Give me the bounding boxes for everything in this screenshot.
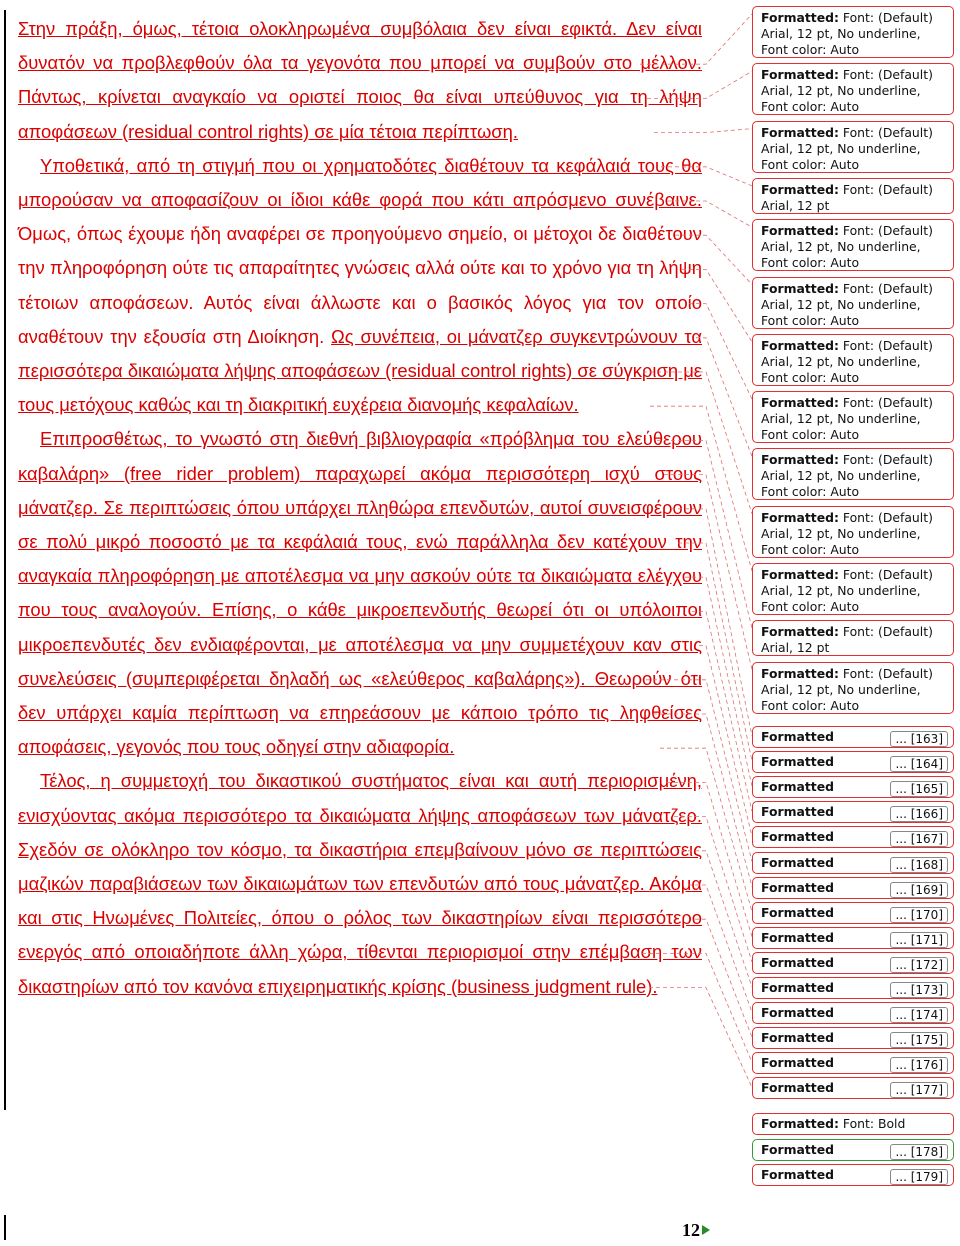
text-run: Αυτός είναι άλλωστε και ο βασικός λόγος για τον οποίο αναθέτουν την εξουσία στη Διοίκηση. bbox=[18, 291, 702, 347]
inserted-text: Σε περιπτώσεις όπου υπάρχει πληθώρα επενδυτών, αυτοί συνεισφέρουν σε πολύ μικρό ποσοστό με τα κεφάλαιά τους, ενώ παράλληλα δεν κατέχουν την αναγκαία πληροφόρηση με αποτέλεσμα να μην ασκούν ούτε τα δικαιώματα ελέγχου που τους αναλογούν. bbox=[18, 496, 702, 621]
comment-label: Formatted: bbox=[761, 395, 839, 411]
format-comment[interactable] bbox=[752, 63, 954, 115]
inserted-text: Τέλος, η συμμετοχή του δικαστικού συστήματος είναι και αυτή περιορισμένη, ενισχύοντας ακόμα περισσότερο τα δικαιώματα λήψης αποφάσεων των μάνατζερ. bbox=[18, 770, 702, 826]
format-comment-collapsed[interactable] bbox=[752, 1027, 954, 1049]
comment-label: Formatted bbox=[761, 829, 834, 845]
comment-ref-link[interactable]: ... [171] bbox=[890, 932, 948, 948]
format-comment-collapsed[interactable] bbox=[752, 952, 954, 974]
comment-detail: Font: (Default) Arial, 12 pt, No underline, Font color: Auto bbox=[761, 665, 933, 713]
format-comment-collapsed[interactable] bbox=[752, 801, 954, 823]
paragraph bbox=[18, 149, 702, 423]
format-comment-collapsed[interactable] bbox=[752, 751, 954, 773]
format-comment-collapsed[interactable] bbox=[752, 877, 954, 899]
format-comment[interactable] bbox=[752, 277, 954, 329]
format-comment-collapsed[interactable] bbox=[752, 1139, 954, 1161]
format-comment-collapsed[interactable] bbox=[752, 826, 954, 848]
comment-label: Formatted bbox=[761, 1142, 834, 1157]
format-comment-collapsed[interactable] bbox=[752, 1164, 954, 1186]
comment-label: Formatted: bbox=[761, 124, 839, 140]
comment-ref-link[interactable]: ... [174] bbox=[890, 1007, 948, 1023]
comment-label: Formatted bbox=[761, 929, 834, 945]
comment-ref-link[interactable]: ... [179] bbox=[890, 1169, 948, 1185]
comment-detail: Font: (Default) Arial, 12 pt, No underline, Font color: Auto bbox=[761, 452, 933, 500]
comment-label: Formatted bbox=[761, 729, 834, 744]
comment-detail: Font: (Default) Arial, 12 pt, No underline, Font color: Auto bbox=[761, 280, 933, 328]
comment-label: Formatted: bbox=[761, 337, 839, 353]
comment-label: Formatted: bbox=[761, 567, 839, 582]
comment-ref-link[interactable]: ... [178] bbox=[890, 1144, 948, 1160]
format-comment-collapsed[interactable] bbox=[752, 726, 954, 748]
comment-ref-link[interactable]: ... [170] bbox=[890, 907, 948, 923]
comment-detail: Font: (Default) Arial, 12 pt, No underline, Font color: Auto bbox=[761, 395, 933, 443]
format-comment[interactable] bbox=[752, 334, 954, 386]
format-comment-collapsed[interactable] bbox=[752, 1002, 954, 1024]
format-comment[interactable] bbox=[752, 6, 954, 58]
comment-label: Formatted bbox=[761, 779, 834, 795]
comment-label: Formatted: bbox=[761, 665, 839, 681]
change-bar bbox=[4, 1215, 6, 1240]
format-comment-collapsed[interactable] bbox=[752, 1077, 954, 1099]
format-comment[interactable] bbox=[752, 620, 954, 656]
comment-label: Formatted bbox=[761, 980, 834, 995]
comment-label: Formatted bbox=[761, 854, 834, 870]
comment-label: Formatted bbox=[761, 1080, 834, 1096]
comment-detail: Font: (Default) Arial, 12 pt, No underline, Font color: Auto bbox=[761, 337, 933, 385]
format-comment-collapsed[interactable] bbox=[752, 977, 954, 999]
format-comment[interactable] bbox=[752, 391, 954, 443]
format-comment-collapsed[interactable] bbox=[752, 927, 954, 949]
comment-detail: Font: (Default) Arial, 12 pt bbox=[761, 181, 933, 213]
inserted-text: Θεωρούν ότι δεν υπάρχει καμία περίπτωση να επηρεάσουν με κάποιο τρόπο τις ληφθείσες αποφάσεις, γεγονός που τους οδηγεί στην αδιαφορία. bbox=[18, 667, 702, 758]
format-comment[interactable] bbox=[752, 1113, 954, 1135]
comment-ref-link[interactable]: ... [172] bbox=[890, 957, 948, 973]
paragraph bbox=[18, 422, 702, 764]
comment-detail: Font: (Default) Arial, 12 pt, No underline, Font color: Auto bbox=[761, 509, 933, 557]
comment-label: Formatted: bbox=[761, 1116, 839, 1131]
comment-label: Formatted bbox=[761, 1005, 834, 1021]
inserted-text: Σχεδόν σε ολόκληρο τον κόσμο, τα δικαστήρια επεμβαίνουν μόνο σε περιπτώσεις μαζικών παραβιάσεων των δικαιωμάτων των επενδυτών από τους μάνατζερ. bbox=[18, 838, 702, 895]
comment-label: Formatted: bbox=[761, 280, 839, 296]
format-comment[interactable] bbox=[752, 121, 954, 173]
inserted-text: Επιπροσθέτως, το γνωστό στη διεθνή βιβλιογραφία «πρόβλημα του ελεύθερου καβαλάρη» (free rider problem) παραχωρεί ακόμα περισσότερη ισχύ στους μάνατζερ. bbox=[18, 428, 702, 518]
inserted-text: Στην πράξη, όμως, τέτοια ολοκληρωμένα συμβόλαια δεν είναι εφικτά. Δεν είναι δυνατόν να προβλεφθούν όλα τα γεγονότα που μπορεί να συμβούν στο μέλλον. Πάντως, κρίνεται αναγκαίο να οριστεί ποιος θα είναι υπεύθυνος για τη λήψη αποφάσεων (residual control rights) σε μία τέτοια περίπτωση. bbox=[18, 18, 702, 142]
comment-label: Formatted bbox=[761, 904, 834, 920]
comment-ref-link[interactable]: ... [166] bbox=[890, 806, 948, 822]
inserted-text: Ως συνέπεια, οι μάνατζερ συγκεντρώνουν τα περισσότερα δικαιώματα λήψης αποφάσεων (residual control rights) σε σύγκριση με τους μετόχους καθώς και τη διακριτική ευχέρεια διανομής κεφαλαίων. bbox=[18, 325, 702, 416]
document-body[interactable] bbox=[18, 12, 702, 1004]
format-comment[interactable] bbox=[752, 219, 954, 271]
comment-label: Formatted: bbox=[761, 181, 839, 197]
leader-line bbox=[696, 338, 752, 457]
comment-label: Formatted: bbox=[761, 10, 839, 25]
leader-line bbox=[699, 646, 752, 837]
comment-detail: Font: Bold bbox=[842, 1116, 906, 1131]
comment-label: Formatted bbox=[761, 1055, 834, 1071]
comment-ref-link[interactable]: ... [168] bbox=[890, 857, 948, 873]
comment-label: Formatted bbox=[761, 1030, 834, 1046]
text-run: Όμως, όπως έχουμε ήδη αναφέρει σε προηγούμενο σημείο, οι μέτοχοι δε διαθέτουν την πληροφόρηση ούτε τις απαραίτητες γνώσεις αλλά ούτε και το χρόνο για τη λήψη τέτοιων αποφάσεων. bbox=[18, 223, 702, 313]
comment-ref-link[interactable]: ... [176] bbox=[890, 1057, 948, 1073]
comment-detail: Font: (Default) Arial, 12 pt, No underline, Font color: Auto bbox=[761, 67, 933, 115]
format-comment-collapsed[interactable] bbox=[752, 776, 954, 798]
page-number: 12 bbox=[682, 1220, 700, 1240]
comment-label: Formatted: bbox=[761, 452, 839, 468]
comment-ref-link[interactable]: ... [173] bbox=[890, 982, 948, 998]
comment-ref-link[interactable]: ... [177] bbox=[890, 1082, 948, 1098]
format-comment-collapsed[interactable] bbox=[752, 902, 954, 924]
format-comment-collapsed[interactable] bbox=[752, 852, 954, 874]
format-comment[interactable] bbox=[752, 662, 954, 714]
comment-detail: Font: (Default) Arial, 12 pt, No underline, Font color: Auto bbox=[761, 567, 933, 614]
comment-ref-link[interactable]: ... [175] bbox=[890, 1032, 948, 1048]
inserted-text: Επίσης, ο κάθε μικροεπενδυτής θεωρεί ότι οι υπόλοιποι μικροεπενδυτές δεν ενδιαφέρονται, με αποτέλεσμα να μην συμμετέχουν καν στις συνελεύσεις (συμπεριφέρεται δηλαδή ως «ελεύθερος καβαλάρης»). bbox=[18, 599, 702, 689]
page-marker-icon bbox=[702, 1225, 710, 1235]
comment-label: Formatted bbox=[761, 954, 834, 970]
comment-ref-link[interactable]: ... [164] bbox=[890, 756, 948, 772]
comment-label: Formatted: bbox=[761, 509, 839, 525]
comment-label: Formatted bbox=[761, 804, 834, 820]
comment-ref-link[interactable]: ... [165] bbox=[890, 781, 948, 797]
comment-label: Formatted: bbox=[761, 67, 839, 83]
leader-line bbox=[695, 919, 752, 1037]
format-comment[interactable] bbox=[752, 563, 954, 615]
format-comment[interactable] bbox=[752, 178, 954, 214]
inserted-text: Υποθετικά, από τη στιγμή που οι χρηματοδότες διαθέτουν τα κεφάλαιά τους θα μπορούσαν να αποφασίζουν οι ίδιοι κάθε φορά που κάτι απρόσμενο συνέβαινε. bbox=[18, 154, 702, 211]
format-comment[interactable] bbox=[752, 506, 954, 558]
comment-detail: Font: (Default) Arial, 12 pt, No underline, Font color: Auto bbox=[761, 10, 933, 57]
comment-label: Formatted: bbox=[761, 624, 839, 640]
format-comment[interactable] bbox=[752, 448, 954, 500]
change-bar bbox=[4, 10, 6, 1110]
paragraph bbox=[18, 764, 702, 1003]
comment-detail: Font: (Default) Arial, 12 pt bbox=[761, 624, 933, 656]
comment-detail: Font: (Default) Arial, 12 pt, No underline, Font color: Auto bbox=[761, 124, 933, 172]
comment-label: Formatted: bbox=[761, 223, 839, 239]
inserted-text: Ακόμα και στις Ηνωμένες Πολιτείες, όπου ο ρόλος των δικαστηρίων είναι περισσότερο ενεργός από οποιαδήποτε άλλη χώρα, τίθενται περιορισμοί στην επέμβαση των δικαστηρίων από τον κανόνα επιχειρηματικής κρίσης (business judgment rule). bbox=[18, 873, 702, 997]
comment-label: Formatted bbox=[761, 754, 834, 770]
comment-ref-link[interactable]: ... [169] bbox=[890, 882, 948, 898]
comment-label: Formatted bbox=[761, 1167, 834, 1182]
comment-detail: Font: (Default) Arial, 12 pt, No underline, Font color: Auto bbox=[761, 223, 933, 271]
comment-label: Formatted bbox=[761, 879, 834, 895]
comment-ref-link[interactable]: ... [163] bbox=[890, 731, 948, 747]
paragraph bbox=[18, 12, 702, 149]
comment-ref-link[interactable]: ... [167] bbox=[890, 831, 948, 847]
format-comment-collapsed[interactable] bbox=[752, 1052, 954, 1074]
